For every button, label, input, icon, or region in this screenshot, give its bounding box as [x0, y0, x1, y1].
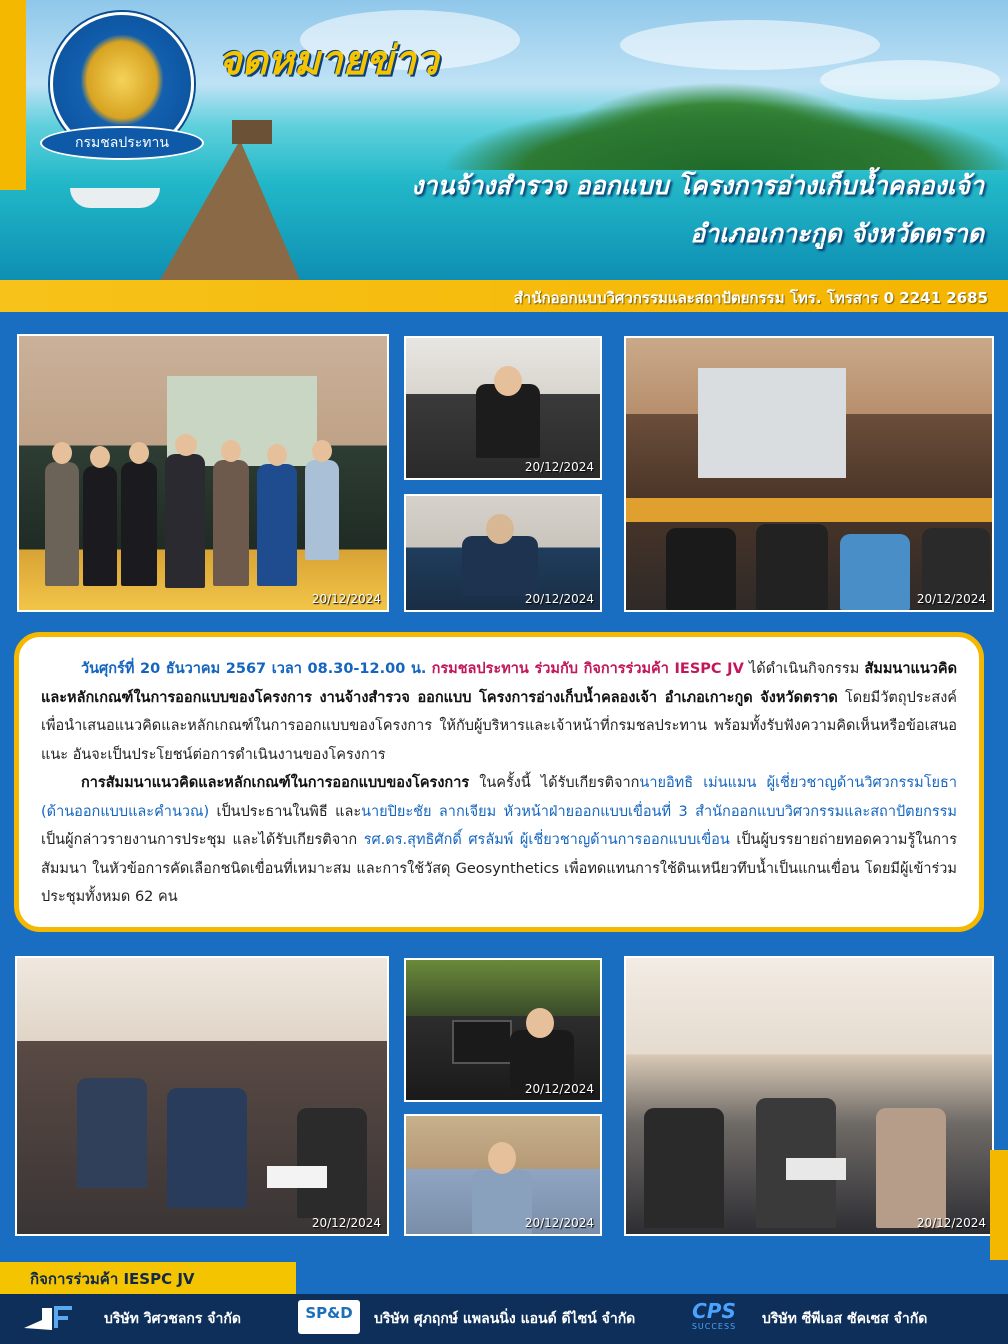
company-1: บริษัท วิศวชลกร จำกัด — [104, 1311, 241, 1327]
reporter: นายปิยะชัย ลากเจียม หัวหน้าฝ่ายออกแบบเขื่อนที่ 3 สำนักออกแบบวิศวกรรมและสถาปัตยกรรม — [361, 803, 957, 820]
article-paragraph-2: การสัมมนาแนวคิดและหลักเกณฑ์ในการออกแบบของโครงการ ในครั้งนี้ ได้รับเกียรติจากนายอิทธิ เม่นแมน ผู้เชี่ยวชาญด้านวิศวกรรมโยธา (ด้านออกแบบและคำนวณ) เป็นประธานในพิธี และนายปิยะชัย ลากเจียม หัวหน้าฝ่ายออกแบบเขื่อนที่ 3 สำนักออกแบบวิศวกรรมและสถาปัตยกรรม เป็นผู้กล่าวรายงานการประชุม และได้รับเกียรติจาก รศ.ดร.สุทธิศักดิ์ ศรลัมพ์ ผู้เชี่ยวชาญด้านการออกแบบเขื่อน เป็นผู้บรรยายถ่ายทอดความรู้ในการสัมมนา ในหัวข้อการคัดเลือกชนิดเขื่อนที่เหมาะสม และการใช้วัสดุ Geosynthetics เพื่อทดแทนการใช้ดินเหนียวทึบน้ำเป็นแกนเขื่อน โดยมีผู้เข้าร่วมประชุมทั้งหมด 62 คน — [41, 775, 957, 905]
project-title-line1: งานจ้างสำรวจ ออกแบบ โครงการอ่างเก็บน้ำคลองเจ้า — [411, 171, 984, 200]
boat-image — [70, 188, 160, 208]
wisawachonlakorn-logo-icon — [22, 1300, 74, 1334]
lecturer: รศ.ดร.สุทธิศักดิ์ ศรลัมพ์ ผู้เชี่ยวชาญด้านการออกแบบเขื่อน — [363, 832, 730, 848]
logo-emblem-icon — [81, 35, 163, 125]
photo-lecturer: 20/12/2024 — [404, 958, 602, 1102]
organizers: กรมชลประทาน ร่วมกับ กิจการร่วมค้า IESPC JV — [431, 661, 744, 677]
logo-ribbon-text: กรมชลประทาน — [40, 126, 204, 160]
office-contact: สำนักออกแบบวิศวกรรมและสถาปัตยกรรม โทร. โทรสาร 0 2241 2685 — [513, 289, 988, 307]
event-date: วันศุกร์ที่ 20 ธันวาคม 2567 เวลา 08.30-12.00 น. — [81, 661, 427, 677]
project-title-line2: อำเภอเกาะกูด จังหวัดตราด — [690, 219, 984, 248]
cps-logo: CPS SUCCESS — [691, 1299, 737, 1331]
photo-moderator: 20/12/2024 — [404, 1114, 602, 1236]
chairman: นายอิทธิ เม่นแมน ผู้เชี่ยวชาญด้านวิศวกรรมโยธา (ด้านออกแบบและคำนวณ) — [41, 775, 957, 820]
photo-audience-2: 20/12/2024 — [15, 956, 389, 1236]
photo-speaker-1: 20/12/2024 — [404, 336, 602, 480]
office-bar — [0, 280, 1008, 312]
spd-logo: SP&D — [298, 1300, 360, 1334]
photo-audience-1: 20/12/2024 — [624, 336, 994, 612]
photo-date: 20/12/2024 — [311, 592, 381, 606]
photo-audience-3: 20/12/2024 — [624, 956, 994, 1236]
article-paragraph-1: วันศุกร์ที่ 20 ธันวาคม 2567 เวลา 08.30-12.00 น. กรมชลประทาน ร่วมกับ กิจการร่วมค้า IESPC JV ได้ดำเนินกิจกรรม สัมมนาแนวคิดและหลักเกณฑ์ในการออกแบบของโครงการ งานจ้างสำรวจ ออกแบบ โครงการอ่างเก็บน้ำคลองเจ้า อำเภอเกาะกูด จังหวัดตราด โดยมีวัตถุประสงค์เพื่อนำเสนอแนวคิดและหลักเกณฑ์ในการออกแบบของโครงการ ให้กับผู้บริหารและเจ้าหน้าที่กรมชลประทาน พร้อมทั้งรับฟังความคิดเห็นหรือข้อเสนอแนะ อันจะเป็นประโยชน์ต่อการดำเนินงานของโครงการ — [41, 661, 957, 763]
seminar-title: สัมมนาแนวคิดและหลักเกณฑ์ในการออกแบบของโครงการ งานจ้างสำรวจ ออกแบบ โครงการอ่างเก็บน้ำคลองเจ้า อำเภอเกาะกูด จังหวัดตราด — [41, 661, 957, 706]
newsletter-title: จดหมายข่าว — [218, 38, 439, 84]
article-box — [14, 632, 984, 932]
photo-speaker-2: 20/12/2024 — [404, 494, 602, 612]
header-banner — [0, 0, 1008, 280]
company-3: บริษัท ซีพีเอส ซัคเซส จำกัด — [762, 1311, 928, 1327]
jv-label: กิจการร่วมค้า IESPC JV — [0, 1262, 296, 1294]
pier-image — [160, 140, 300, 280]
photo-group — [17, 334, 389, 612]
company-2: บริษัท ศุภฤกษ์ แพลนนิ่ง แอนด์ ดีไซน์ จำกัด — [374, 1311, 636, 1327]
accent-bar — [0, 0, 26, 190]
